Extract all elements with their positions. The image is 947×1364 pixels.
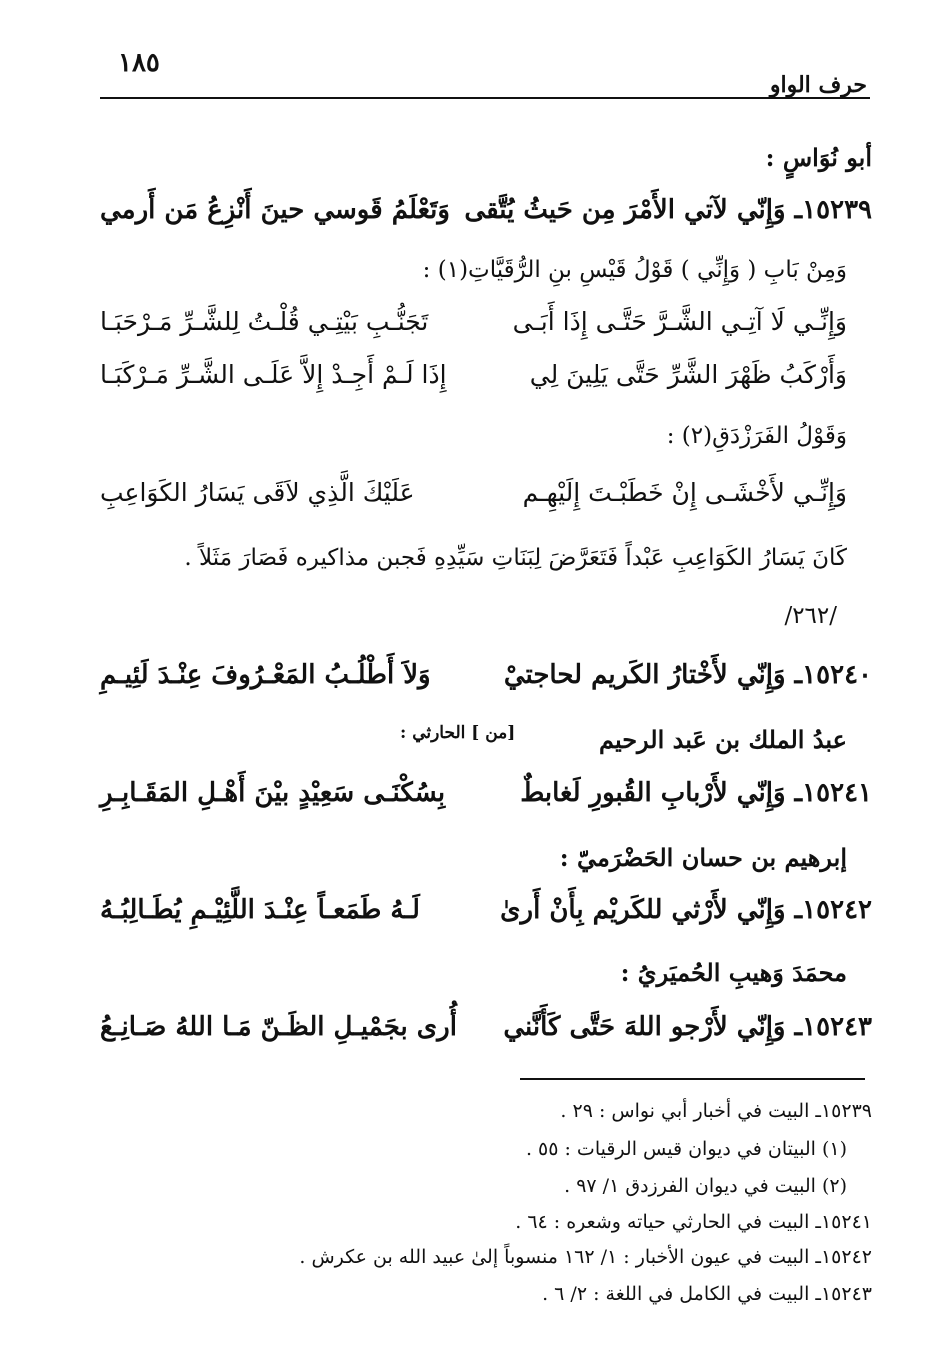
verse-15241	[100, 778, 872, 818]
verse-second-hemistich: أُرى بجَمْيـلِ الظَـنّ مَـا اللهُ صَـانِـعُ	[100, 1012, 457, 1042]
quoted-verse	[100, 360, 847, 400]
footnote: ١٥٢٤١ـ البيت في الحارثي حياته وشعره : ٦٤ .	[515, 1211, 872, 1233]
verse-first-hemistich: ١٥٢٤٠ـ وَإِنّي لأَخْتارُ الكَريم لحاجتيْ	[503, 660, 872, 690]
reference-text: /٢٦٢/	[784, 603, 837, 629]
intro-text	[100, 257, 847, 283]
verse-first-hemistich: وَإِنِّـي لَا آتِـي الشَّـرَّ حَتَّـى إِذَا أَبَـى	[512, 307, 847, 336]
verse-first-hemistich: وَإِنِّـي لأَخْشَـى إِنْ خَطَبْـتَ إِلَيْهِـم	[522, 478, 847, 507]
verse-15243	[100, 1012, 872, 1052]
poet-name-text: أبو نُوَاسٍ :	[765, 143, 872, 172]
quoted-verse	[100, 307, 847, 347]
footnote: ١٥٢٣٩ـ البيت في أخبار أبي نواس : ٢٩ .	[560, 1100, 872, 1122]
reference-mark	[100, 603, 837, 629]
source-tag: [من ] الحارثي :	[400, 723, 516, 743]
footnote: (١) البيتان في ديوان قيس الرقيات : ٥٥ .	[525, 1138, 847, 1160]
verse-second-hemistich: وَتَعْلَمُ قَوسي حينَ أَنْزِعُ مَن أَرمي	[100, 195, 450, 225]
page-number: ١٨٥	[118, 48, 160, 78]
verse-second-hemistich: إِذَا لَـمْ أَجِـدْ إِلاَّ عَلَـى الشَّـرِّ مَـرْكَبَـا	[100, 360, 447, 389]
verse-second-hemistich: وَلاَ أَطْلُـبُ المَعْـرُوفَ عِنْـدَ لَئِيـمِ	[100, 660, 431, 690]
intro-text-farazdaq: وَقَوْلُ الفَرَزْدَقِ(٢) :	[666, 423, 847, 449]
verse-15239	[100, 195, 872, 235]
header-rule	[100, 97, 870, 99]
poet-name-text: محمَدَ وَهيبِ الحُميَريُ :	[620, 958, 847, 987]
poet-name	[100, 143, 872, 172]
verse-first-hemistich: ١٥٢٤٢ـ وَإِنّي لأَرْثي للكَريْم بِأَنْ أَرىٰ	[500, 895, 872, 925]
explanatory-note	[180, 545, 847, 571]
footnote-rule	[520, 1078, 865, 1080]
poet-name-text: إبرهيم بن حسان الحَضْرَميّ :	[559, 843, 847, 872]
poet-name	[100, 725, 847, 761]
verse-second-hemistich: لَـهُ طَمَعـاً عِنْـدَ اللَّئِيْـمِ يُطَـالِبُـهُ	[100, 895, 420, 925]
verse-first-hemistich: وَأَرْكَبُ ظَهْرَ الشَّرِّ حَتَّى يَلِينَ لِي	[529, 360, 847, 389]
verse-first-hemistich: ١٥٢٤١ـ وَإِنّي لأَرْبابِ القُبورِ لَغابطٌ	[520, 778, 872, 808]
verse-first-hemistich: ١٥٢٣٩ـ وَإِنّي لآتي الأَمْرَ مِن حَيثُ يُتَّقى	[464, 195, 872, 225]
verse-second-hemistich: تَجَنُّـبِ بَيْتِـي قُلْـتُ لِلشَّـرِّ مَـرْحَبَـا	[100, 307, 429, 336]
quoted-verse	[100, 478, 847, 518]
verse-second-hemistich: عَلَيْكَ الَّذِي لاَقَى يَسَارُ الكَوَاعِبِ	[100, 478, 415, 507]
verse-second-hemistich: بِسُكْنَـى سَعِيْدٍ بيْنَ أَهْـلِ المَقَـابِـرِ	[100, 778, 446, 808]
intro-text	[100, 423, 847, 449]
intro-text-qays: وَمِنْ بَابِ ( وَإِنِّي ) قَوْلُ قَيْسِ بنِ الرُّقَيَّاتِ(١) :	[422, 257, 847, 283]
chapter-title: حرف الواو	[769, 72, 867, 98]
footnote: (٢) البيت في ديوان الفرزدق ١/ ٩٧ .	[564, 1175, 847, 1197]
poet-name	[100, 958, 847, 987]
poet-name-text: عبدُ الملك بن عَبد الرحيم	[599, 725, 847, 754]
verse-15242	[100, 895, 872, 935]
poet-name	[100, 843, 847, 872]
verse-first-hemistich: ١٥٢٤٣ـ وَإِنّي لأَرْجو اللهَ حَتَّى كَأَنَّني	[503, 1012, 872, 1042]
footnote: ١٥٢٤٣ـ البيت في الكامل في اللغة : ٢/ ٦ .	[542, 1283, 872, 1305]
footnote: ١٥٢٤٢ـ البيت في عيون الأخبار : ١/ ١٦٢ منسوباً إلىٰ عبيد الله بن عكرش .	[299, 1246, 872, 1268]
explanatory-note-text: كَانَ يَسَارُ الكَوَاعِبِ عَبْداً فَتَعَرَّضَ لِبَنَاتِ سَيِّدِهِ فَجبن مذاكيره فَصَارَ مَثَلاً .	[184, 545, 847, 571]
verse-15240	[100, 660, 872, 700]
